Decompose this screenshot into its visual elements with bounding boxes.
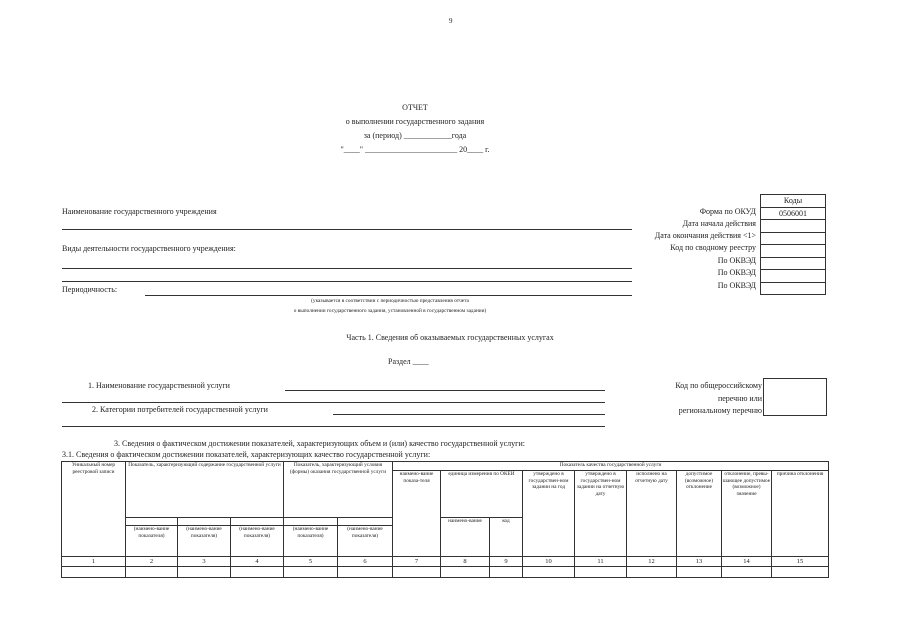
quality-indicators-table: [61, 461, 829, 578]
periodicity-note: (указывается в соответствии с периодичностью представления отчета: [311, 298, 469, 304]
code-label-okud: Форма по ОКУД: [699, 207, 756, 216]
col-number: 7: [393, 557, 441, 567]
col-number: 14: [722, 557, 772, 567]
item3-label: 3. Сведения о фактическом достижении показателей, характеризующих объем и (или) качество государственной услуги:: [114, 439, 525, 448]
q-deviation: отклонение, превы-шающее допустимое (возможное) значение: [722, 471, 772, 557]
col-number: 2: [126, 557, 178, 567]
q-approved-year: утверждено в государствен-ном задании на год: [523, 471, 575, 557]
blank-cell: [178, 518, 231, 526]
consumer-categories-label: 2. Категории потребителей государственной услуги: [92, 405, 268, 414]
col-registry: Уникальный номер реестровой записи: [62, 462, 126, 557]
code-cell: [761, 270, 826, 283]
blank-cell: [231, 518, 284, 526]
item31-label: 3.1. Сведения о фактическом достижении показателей, характеризующих качество государственной услуги:: [62, 450, 431, 459]
code-label-okved-3: По ОКВЭД: [717, 281, 756, 290]
code-list-label-3: региональному перечню: [678, 406, 762, 415]
codes-header: Коды: [761, 195, 826, 208]
okud-code: 0506001: [761, 207, 826, 220]
table-cell: [523, 567, 575, 578]
sub-indicator: (наимено-вание показателя): [284, 526, 338, 557]
col-content: Показатель, характеризующий содержание государственной услуги: [126, 462, 284, 518]
code-list-box: [763, 378, 827, 416]
col-quality: Показатель качества государственной услуги: [393, 462, 829, 471]
section-label: Раздел ____: [388, 357, 429, 366]
service-name-label: 1. Наименование государственной услуги: [88, 381, 230, 390]
page-number: 9: [449, 17, 453, 25]
table-cell: [441, 567, 490, 578]
code-label-start: Дата начала действия: [682, 219, 756, 228]
code-cell: [761, 245, 826, 258]
field-line: [145, 295, 632, 296]
table-cell: [722, 567, 772, 578]
table-cell: [126, 567, 178, 578]
institution-name-label: Наименование государственного учреждения: [62, 207, 217, 216]
table-cell: [677, 567, 722, 578]
table-cell: [772, 567, 829, 578]
table-cell: [393, 567, 441, 578]
col-number: 1: [62, 557, 126, 567]
blank-cell: [126, 518, 178, 526]
field-line: [62, 426, 605, 427]
report-subtitle: о выполнении государственного задания: [345, 117, 485, 126]
col-number: 6: [338, 557, 393, 567]
q-unit: единица измерения по ОКЕИ: [441, 471, 523, 518]
table-cell: [231, 567, 284, 578]
part1-title: Часть 1. Сведения об оказываемых государственных услугах: [346, 333, 554, 342]
field-line: [62, 402, 605, 403]
col-number: 13: [677, 557, 722, 567]
code-label-registry: Код по сводному реестру: [670, 243, 756, 252]
field-line: [62, 268, 632, 269]
code-cell: [761, 282, 826, 295]
q-approved-date: утверждено в государствен-ном задании на отчетную дату: [575, 471, 627, 557]
table-cell: [62, 567, 126, 578]
table-cell: [627, 567, 677, 578]
q-name: наимено-вание показа-теля: [393, 471, 441, 557]
field-line: [62, 229, 632, 230]
col-number: 8: [441, 557, 490, 567]
blank-cell: [284, 518, 338, 526]
report-title: ОТЧЕТ: [402, 103, 428, 112]
blank-cell: [338, 518, 393, 526]
sub-indicator: (наимено-вание показателя): [231, 526, 284, 557]
col-number: 10: [523, 557, 575, 567]
periodicity-label: Периодичность:: [62, 285, 118, 294]
field-line: [62, 281, 632, 282]
q-reason: причина отклонения: [772, 471, 829, 557]
q-unit-name: наимено-вание: [441, 518, 490, 557]
code-label-end: Дата окончания действия <1>: [654, 231, 756, 240]
q-unit-code: код: [490, 518, 523, 557]
code-list-label-2: перечню или: [717, 394, 762, 403]
codes-table: [760, 194, 826, 295]
activity-types-label: Виды деятельности государственного учреждения:: [62, 244, 236, 253]
sub-indicator: (наимено-вание показателя): [126, 526, 178, 557]
code-cell: [761, 257, 826, 270]
code-label-okved-1: По ОКВЭД: [717, 256, 756, 265]
col-number: 4: [231, 557, 284, 567]
table-cell: [490, 567, 523, 578]
col-conditions: Показатель, характеризующий условия (формы) оказания государственной услуги: [284, 462, 393, 518]
code-label-okved-2: По ОКВЭД: [717, 268, 756, 277]
code-list-label-1: Код по общероссийскому: [675, 381, 762, 390]
col-number: 12: [627, 557, 677, 567]
table-cell: [284, 567, 338, 578]
col-number: 3: [178, 557, 231, 567]
table-cell: [178, 567, 231, 578]
table-cell: [338, 567, 393, 578]
sub-indicator: (наимено-вание показателя): [178, 526, 231, 557]
field-line: [285, 390, 605, 391]
report-period: за (период) ____________года: [363, 131, 467, 140]
code-cell: [761, 232, 826, 245]
q-executed: исполнено на отчетную дату: [627, 471, 677, 557]
sub-indicator: (наимено-вание показателя): [338, 526, 393, 557]
periodicity-note: о выполнении государственного задания, установленной в государственном задании): [293, 308, 487, 314]
q-allowed: допустимое (возможное) отклонение: [677, 471, 722, 557]
col-number: 15: [772, 557, 829, 567]
col-number: 9: [490, 557, 523, 567]
code-cell: [761, 220, 826, 233]
col-number: 5: [284, 557, 338, 567]
field-line: [333, 414, 605, 415]
col-number: 11: [575, 557, 627, 567]
table-cell: [575, 567, 627, 578]
report-date: "____" _______________________ 20____ г.: [340, 145, 490, 154]
